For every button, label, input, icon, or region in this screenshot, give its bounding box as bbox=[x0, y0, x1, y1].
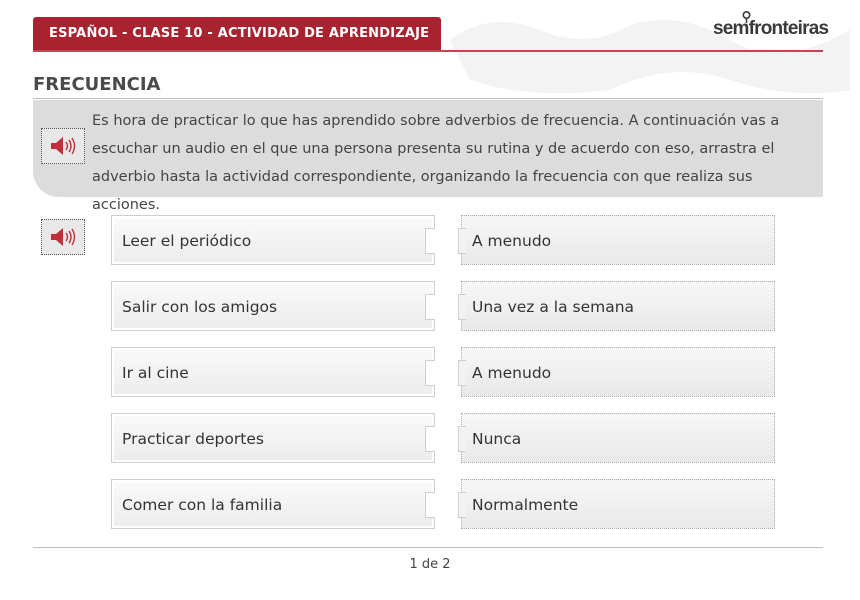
adverb-drag-card[interactable] bbox=[461, 281, 775, 331]
activity-label: Practicar deportes bbox=[122, 430, 264, 448]
drop-notch bbox=[425, 492, 435, 518]
activity-row bbox=[111, 215, 775, 265]
logo-text: semfronteiras bbox=[713, 18, 829, 39]
speaker-icon bbox=[48, 135, 78, 157]
drag-tab bbox=[458, 492, 466, 518]
activity-row bbox=[111, 347, 775, 397]
activity-row bbox=[111, 413, 775, 463]
instructions-audio-button[interactable] bbox=[41, 128, 85, 164]
drag-tab bbox=[458, 228, 466, 254]
drop-notch bbox=[425, 228, 435, 254]
adverb-label: Una vez a la semana bbox=[472, 298, 635, 316]
page-title: FRECUENCIA bbox=[33, 74, 161, 95]
footer-divider bbox=[33, 547, 823, 548]
activity-card bbox=[111, 215, 435, 265]
activity-card bbox=[111, 281, 435, 331]
drag-tab bbox=[458, 360, 466, 386]
drop-notch bbox=[425, 426, 435, 452]
activity-label: Salir con los amigos bbox=[122, 298, 278, 316]
course-title-tab: ESPAÑOL - CLASE 10 - ACTIVIDAD DE APRENDIZAJE bbox=[33, 17, 441, 50]
header-divider bbox=[33, 50, 823, 52]
activity-row bbox=[111, 281, 775, 331]
drag-tab bbox=[458, 426, 466, 452]
map-pin-icon bbox=[742, 11, 751, 23]
activity-card bbox=[111, 479, 435, 529]
semfronteiras-logo bbox=[713, 18, 829, 44]
activity-label: Comer con la familia bbox=[122, 496, 283, 514]
pagination: 1 de 2 bbox=[409, 557, 451, 572]
adverb-label: Nunca bbox=[472, 430, 522, 448]
title-divider bbox=[33, 98, 823, 99]
adverb-label: A menudo bbox=[472, 364, 552, 382]
instructions-panel bbox=[33, 100, 823, 213]
activity-row bbox=[111, 479, 775, 529]
activity-label: Ir al cine bbox=[122, 364, 189, 382]
adverb-label: A menudo bbox=[472, 232, 552, 250]
speaker-icon bbox=[48, 226, 78, 248]
activity-card bbox=[111, 413, 435, 463]
world-map-decoration bbox=[430, 0, 860, 110]
adverb-drag-card[interactable] bbox=[461, 479, 775, 529]
activity-audio-button[interactable] bbox=[41, 219, 85, 255]
drag-tab bbox=[458, 294, 466, 320]
drop-notch bbox=[425, 294, 435, 320]
activity-card bbox=[111, 347, 435, 397]
instructions-text: Es hora de practicar lo que has aprendido sobre adverbios de frecuencia. A continuación vas a escuchar un audio en el que una persona presenta su rutina y de acuerdo con eso, arrastra el adverbio hasta la actividad correspondiente, organizando la frecuencia con que realiza sus acciones. bbox=[92, 113, 780, 213]
activity-label: Leer el periódico bbox=[122, 232, 252, 250]
drop-notch bbox=[425, 360, 435, 386]
adverb-drag-card[interactable] bbox=[461, 413, 775, 463]
adverb-drag-card[interactable] bbox=[461, 215, 775, 265]
adverb-drag-card[interactable] bbox=[461, 347, 775, 397]
adverb-label: Normalmente bbox=[472, 496, 579, 514]
